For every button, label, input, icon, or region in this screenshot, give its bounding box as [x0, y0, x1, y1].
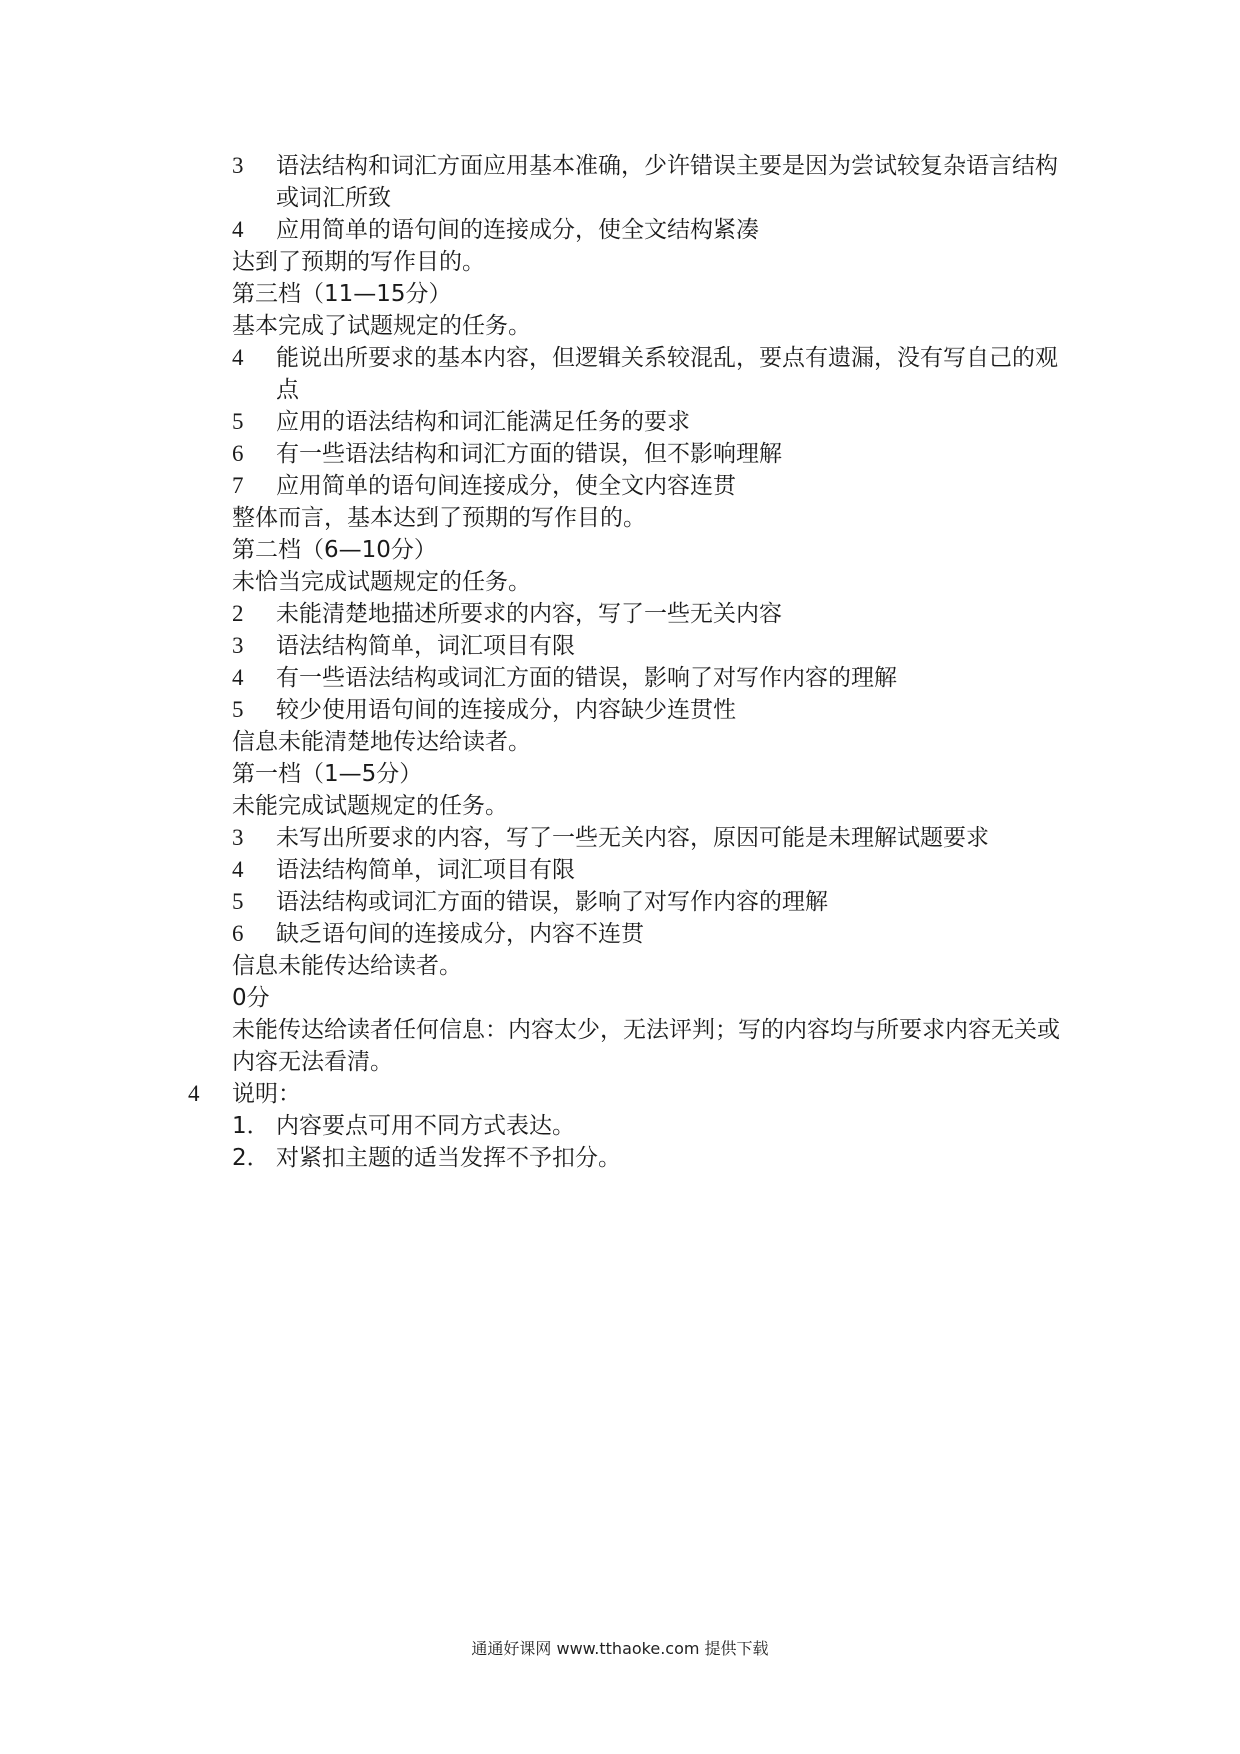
item-text: 较少使用语句间的连接成分，内容缺少连贯性 — [276, 697, 736, 723]
list-item — [232, 630, 1062, 662]
item-text: 能说出所要求的基本内容，但逻辑关系较混乱，要点有遗漏，没有写自己的观点 — [276, 345, 1058, 403]
item-text: 未写出所要求的内容，写了一些无关内容，原因可能是未理解试题要求 — [276, 825, 989, 851]
list-item — [232, 854, 1062, 886]
band-3-intro: 基本完成了试题规定的任务。 — [232, 313, 531, 339]
list-item — [232, 1142, 1062, 1174]
item-number: 1． — [232, 1113, 270, 1139]
notes-label: 说明： — [232, 1081, 301, 1107]
item-number: 6 — [232, 921, 244, 946]
item-number: 3 — [232, 633, 244, 658]
list-item — [232, 598, 1062, 630]
item-text: 语法结构简单，词汇项目有限 — [276, 633, 575, 659]
item-number: 6 — [232, 441, 244, 466]
band-3-summary: 整体而言，基本达到了预期的写作目的。 — [232, 505, 646, 531]
list-item — [232, 342, 1062, 406]
summary-text: 达到了预期的写作目的。 — [232, 249, 485, 275]
list-item — [232, 886, 1062, 918]
item-number: 4 — [232, 345, 244, 370]
band-1-title: 第一档（1—5分） — [232, 761, 423, 787]
item-text: 对紧扣主题的适当发挥不予扣分。 — [276, 1145, 621, 1171]
item-text: 应用简单的语句间连接成分，使全文内容连贯 — [276, 473, 736, 499]
list-item — [232, 1110, 1062, 1142]
item-number: 4 — [232, 857, 244, 882]
item-number: 4 — [232, 665, 244, 690]
notes-heading — [188, 1078, 1062, 1110]
band-0-text-block — [232, 1014, 1062, 1078]
item-number: 7 — [232, 473, 244, 498]
band-2-title: 第二档（6—10分） — [232, 537, 437, 563]
band-2-summary: 信息未能清楚地传达给读者。 — [232, 729, 531, 755]
item-text: 语法结构简单，词汇项目有限 — [276, 857, 575, 883]
band-0-text: 未能传达给读者任何信息：内容太少，无法评判；写的内容均与所要求内容无关或内容无法看清。 — [232, 1017, 1060, 1075]
page-footer: 通通好课网 www.tthaoke.com 提供下载 — [471, 1639, 769, 1658]
item-text: 有一些语法结构或词汇方面的错误，影响了对写作内容的理解 — [276, 665, 897, 691]
item-number: 5 — [232, 889, 244, 914]
list-item — [232, 150, 1062, 214]
item-text: 有一些语法结构和词汇方面的错误，但不影响理解 — [276, 441, 782, 467]
item-number: 5 — [232, 697, 244, 722]
item-number: 5 — [232, 409, 244, 434]
list-item — [232, 822, 1062, 854]
list-item — [232, 918, 1062, 950]
notes-number: 4 — [188, 1081, 200, 1106]
item-number: 3 — [232, 153, 244, 178]
list-item — [232, 214, 1062, 246]
band-2-intro: 未恰当完成试题规定的任务。 — [232, 569, 531, 595]
item-number: 3 — [232, 825, 244, 850]
list-item — [232, 662, 1062, 694]
item-text: 语法结构或词汇方面的错误，影响了对写作内容的理解 — [276, 889, 828, 915]
item-number: 2． — [232, 1145, 270, 1171]
band-3-title: 第三档（11—15分） — [232, 281, 452, 307]
item-text: 语法结构和词汇方面应用基本准确，少许错误主要是因为尝试较复杂语言结构或词汇所致 — [276, 153, 1058, 211]
item-number: 2 — [232, 601, 244, 626]
list-item — [232, 470, 1062, 502]
scoring-rubric — [188, 150, 1062, 1174]
list-item — [232, 694, 1062, 726]
item-text: 应用的语法结构和词汇能满足任务的要求 — [276, 409, 690, 435]
item-text: 未能清楚地描述所要求的内容，写了一些无关内容 — [276, 601, 782, 627]
item-text: 内容要点可用不同方式表达。 — [276, 1113, 575, 1139]
band-1-summary: 信息未能传达给读者。 — [232, 953, 462, 979]
list-item — [232, 438, 1062, 470]
list-item — [232, 406, 1062, 438]
item-number: 4 — [232, 217, 244, 242]
band-0-title: 0分 — [232, 985, 270, 1011]
item-text: 应用简单的语句间的连接成分，使全文结构紧凑 — [276, 217, 759, 243]
band-1-intro: 未能完成试题规定的任务。 — [232, 793, 508, 819]
item-text: 缺乏语句间的连接成分，内容不连贯 — [276, 921, 644, 947]
